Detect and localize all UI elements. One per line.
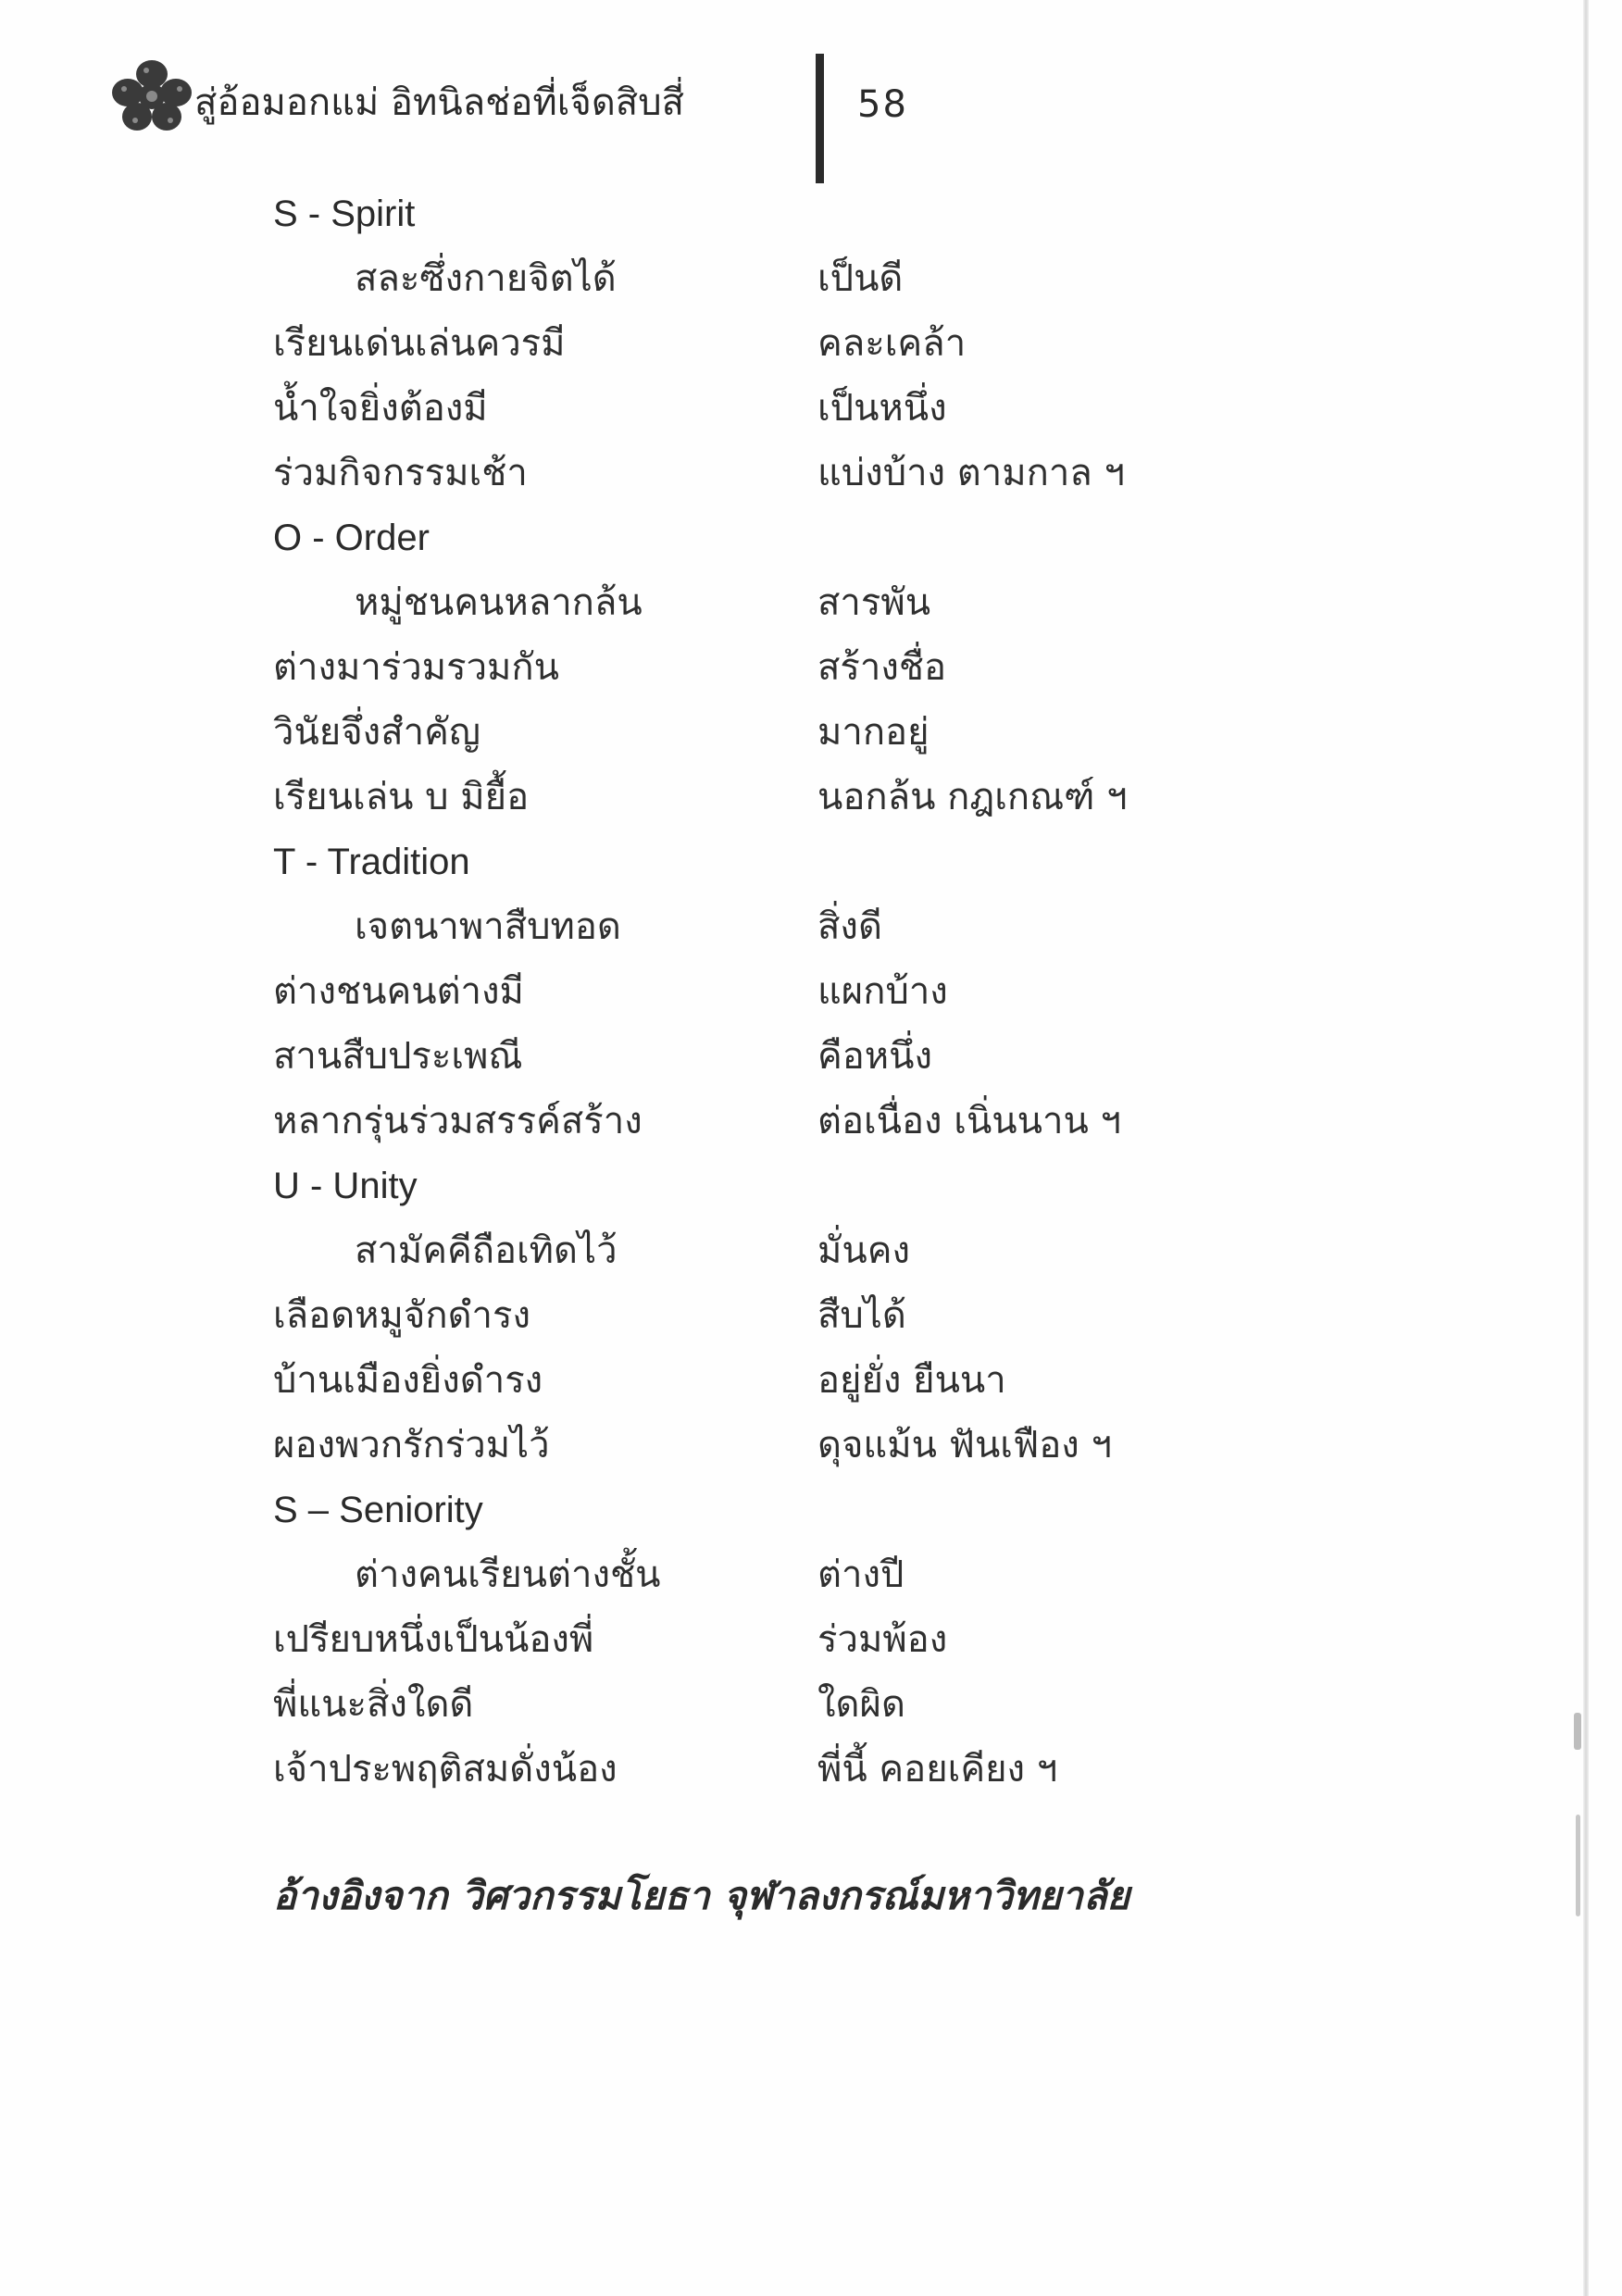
verse-line [273, 894, 1291, 959]
verse-left: ต่างมาร่วมรวมกัน [273, 646, 559, 689]
verse-right: พี่นี้ คอยเคียง ฯ [817, 1748, 1058, 1791]
verse-right: แบ่งบ้าง ตามกาล ฯ [817, 452, 1125, 494]
verse-right: สืบได้ [817, 1294, 906, 1337]
verse-right: สารพัน [817, 581, 931, 624]
poem-body [273, 181, 1291, 1802]
verse-left: เรียนเด่นเล่นควรมี [273, 322, 566, 365]
verse-line [273, 376, 1291, 441]
verse-left: หลากรุ่นร่วมสรรค์สร้าง [273, 1100, 643, 1142]
verse-line [273, 959, 1291, 1024]
section-heading: O - Order [273, 518, 430, 558]
verse-right: อยู่ยั่ง ยืนนา [817, 1359, 1006, 1402]
verse-left: ร่วมกิจกรรมเช้า [273, 452, 528, 494]
verse-right: นอกล้น กฎเกณฑ์ ฯ [817, 776, 1128, 818]
verse-left: หมู่ชนคนหลากล้น [355, 581, 643, 624]
section-heading: S – Seniority [273, 1490, 483, 1530]
verse-left: เปรียบหนึ่งเป็นน้องพี่ [273, 1618, 594, 1661]
verse-right: มั่นคง [817, 1229, 910, 1272]
verse-right: คละเคล้า [817, 322, 967, 365]
verse-right: คือหนึ่ง [817, 1035, 933, 1078]
verse-left: สละซึ่งกายจิตได้ [355, 257, 617, 300]
verse-line [273, 1218, 1291, 1283]
verse-left: น้ำใจยิ่งต้องมี [273, 387, 488, 430]
verse-left: ต่างชนคนต่างมี [273, 970, 524, 1013]
verse-line [273, 311, 1291, 376]
verse-right: เป็นดี [817, 257, 904, 300]
verse-left: เจ้าประพฤติสมดั่งน้อง [273, 1748, 618, 1791]
verse-left: ต่างคนเรียนต่างชั้น [355, 1554, 661, 1596]
scan-mark [1574, 1713, 1581, 1750]
verse-line [273, 441, 1291, 505]
verse-right: เป็นหนึ่ง [817, 387, 947, 430]
verse-line [273, 635, 1291, 700]
page-number: 58 [857, 83, 908, 126]
verse-line [273, 765, 1291, 830]
poem-section [273, 1154, 1291, 1478]
verse-left: เลือดหมูจักดำรง [273, 1294, 531, 1337]
header-divider [816, 54, 824, 183]
verse-line [273, 570, 1291, 635]
verse-line [273, 700, 1291, 765]
verse-line [273, 1672, 1291, 1737]
scan-mark [1576, 1815, 1580, 1916]
verse-right: แผกบ้าง [817, 970, 948, 1013]
verse-line [273, 1542, 1291, 1607]
section-heading: U - Unity [273, 1166, 418, 1206]
verse-line [273, 1089, 1291, 1154]
verse-right: ใดผิด [817, 1683, 905, 1726]
citation: อ้างอิงจาก วิศวกรรมโยธา จุฬาลงกรณ์มหาวิทยาลัย [273, 1873, 1130, 1918]
verse-right: สิ่งดี [817, 905, 882, 948]
verse-line [273, 1413, 1291, 1478]
header-title: สู่อ้อมอกแม่ อิทนิลช่อที่เจ็ดสิบสี่ [194, 81, 685, 124]
verse-line [273, 1737, 1291, 1802]
verse-left: สามัคคีถือเทิดไว้ [355, 1229, 618, 1272]
verse-line [273, 1348, 1291, 1413]
verse-line [273, 1607, 1291, 1672]
poem-section [273, 181, 1291, 505]
verse-right: สร้างชื่อ [817, 646, 947, 689]
page-header [109, 54, 908, 137]
verse-left: ผองพวกรักร่วมไว้ [273, 1424, 550, 1466]
poem-section [273, 505, 1291, 830]
verse-line [273, 1283, 1291, 1348]
verse-left: เรียนเล่น บ มิยื้อ [273, 776, 530, 818]
verse-left: บ้านเมืองยิ่งดำรง [273, 1359, 543, 1402]
verse-left: วินัยจึ่งสำคัญ [273, 711, 480, 754]
scan-edge-shadow [1583, 0, 1589, 2296]
poem-section [273, 830, 1291, 1154]
verse-line [273, 246, 1291, 311]
verse-right: ต่อเนื่อง เนิ่นนาน ฯ [817, 1100, 1121, 1142]
verse-right: ร่วมพ้อง [817, 1618, 948, 1661]
verse-right: ต่างปี [817, 1554, 905, 1596]
verse-left: สานสืบประเพณี [273, 1035, 523, 1078]
verse-left: พี่แนะสิ่งใดดี [273, 1683, 474, 1726]
flower-logo-icon [109, 57, 194, 135]
section-heading: S - Spirit [273, 193, 416, 234]
poem-section [273, 1478, 1291, 1802]
verse-right: มากอยู่ [817, 711, 930, 754]
section-heading: T - Tradition [273, 842, 470, 882]
verse-left: เจตนาพาสืบทอด [355, 905, 621, 948]
verse-right: ดุจแม้น ฟันเฟือง ฯ [817, 1424, 1113, 1466]
verse-line [273, 1024, 1291, 1089]
